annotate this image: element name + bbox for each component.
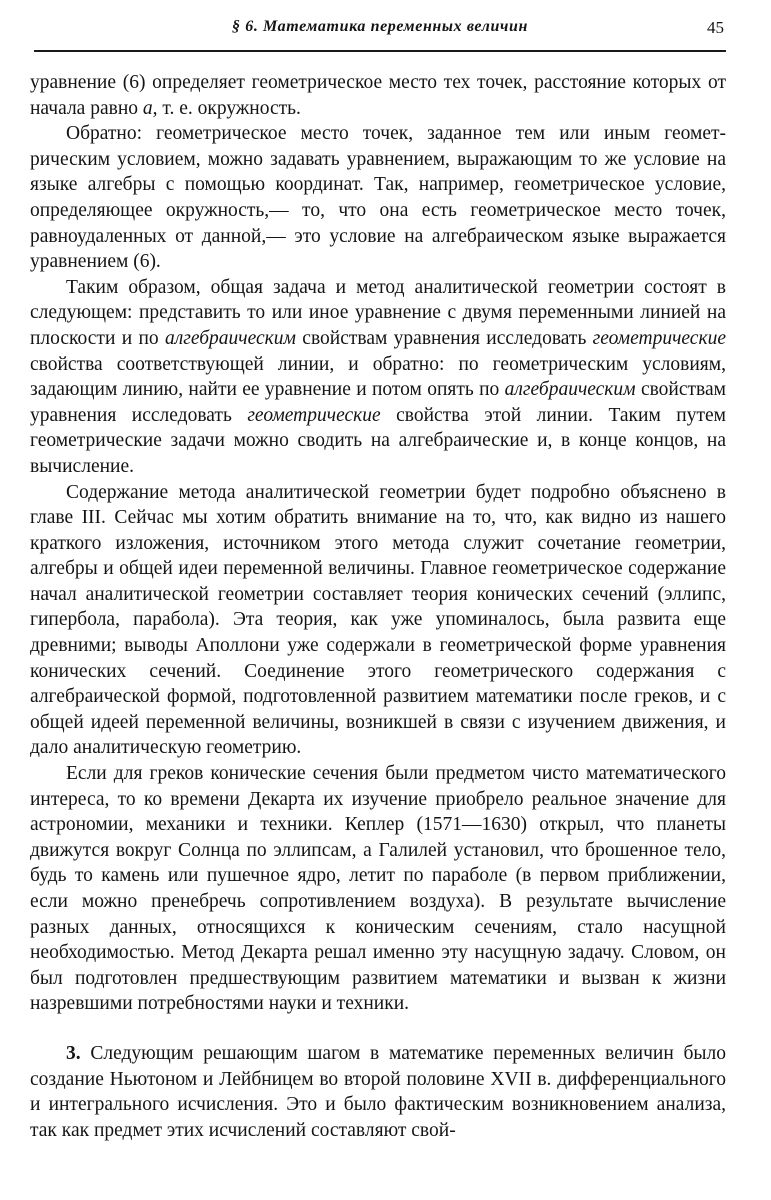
text-run: свойствам уравнения исследовать [295, 327, 593, 349]
variable-a: a [142, 97, 153, 119]
item-number: 3. [66, 1042, 81, 1064]
text-run: Таким образом, общая задача и метод аналитической геометрии состоят в следующем: представить то или иное уравнение с двумя переменными линией на плоскости и по [30, 276, 726, 349]
text-run: Обратно: геометрическое место точек, заданное тем или иным геометрическим условием, можно задавать уравнением, выражающим то же условие на языке алгебры с помощью координат. Так, например, геометрическое условие, определяющее окружность,— то, что она есть геометрическое место точек, равноудаленных от данной,— это условие на алгебраическом языке выражается уравнением (6). [30, 123, 726, 273]
text-run: , т. е. окружность. [152, 97, 301, 119]
emphasis: алгебраическим [504, 379, 636, 401]
paragraph [30, 480, 726, 762]
text-run: уравнение (6) определяет геометрическое место тех точек, расстояние которых от начала равно [30, 72, 726, 119]
paragraph [30, 761, 726, 1017]
page-number: 45 [707, 18, 724, 37]
paragraph [30, 275, 726, 480]
text-run: свойствам уравнения исследовать [30, 379, 726, 426]
text-run: свойства этой линии. Таким путем геометрические задачи можно сводить на алгебраические и, в конце концов, на вычисление. [30, 404, 726, 477]
paragraph [30, 121, 726, 275]
emphasis: алгебраическим [164, 327, 296, 349]
numbered-paragraph [30, 1041, 726, 1143]
text-run: Содержание метода аналитической геометрии будет подробно объяснено в главе III. Сейчас мы хотим обратить внимание на то, что, как видно из нашего краткого изложения, источником этого метода служит сочетание геометрии, алгебры и общей идеи переменной величины. Главное геометрическое содержание начал аналитической геометрии составляет теория конических сечений (эллипс, гипербола, парабола). Эта теория, как уже упоминалось, была развита еще древними; выводы Аполлони уже содержали в геометрической форме уравнения конических сечений. Соединение этого геометрического содержания с алгебраической формой, подготовленной развитием математики после греков, и с общей идеей переменной величины, возникшей в связи с изучением движения, и дало аналитическую геометрию. [30, 481, 726, 759]
section-title: § 6. Математика переменных величин [232, 18, 528, 35]
text-run: Если для греков конические сечения были предметом чисто математического интереса, то ко времени Декарта их изучение приобрело реальное значение для астрономии, механики и техники. Кеплер (1571—1630) открыл, что планеты движутся вокруг Солнца по эллипсам, а Галилей установил, что брошенное тело, будь то камень или пушечное ядро, летит по параболе (в первом приближении, если можно пренебречь сопротивлением воздуха). В результате вычисление разных данных, относящихся к коническим сечениям, стало насущной необходимостью. Метод Декарта решал именно эту насущную задачу. Словом, он был подготовлен предшествующим развитием математики и вызван к жизни назревшими потребностями науки и техники. [30, 763, 726, 1015]
running-header [34, 16, 726, 52]
body-text [30, 70, 726, 1143]
emphasis: геометрические [247, 404, 381, 426]
paragraph-continued [30, 70, 726, 121]
emphasis: геометрические [592, 327, 726, 349]
text-run: свойства соответствующей линии, и обратно: по геометрическим условиям, задающим линию, найти ее уравнение и потом опять по [30, 353, 726, 401]
text-run: Следующим решающим шагом в математике переменных величин было создание Ньютоном и Лейбницем во второй половине XVII в. дифференциального и интегрального исчисления. Это и было фактическим возникновением анализа, так как предмет этих исчислений составляют свой- [30, 1042, 726, 1141]
